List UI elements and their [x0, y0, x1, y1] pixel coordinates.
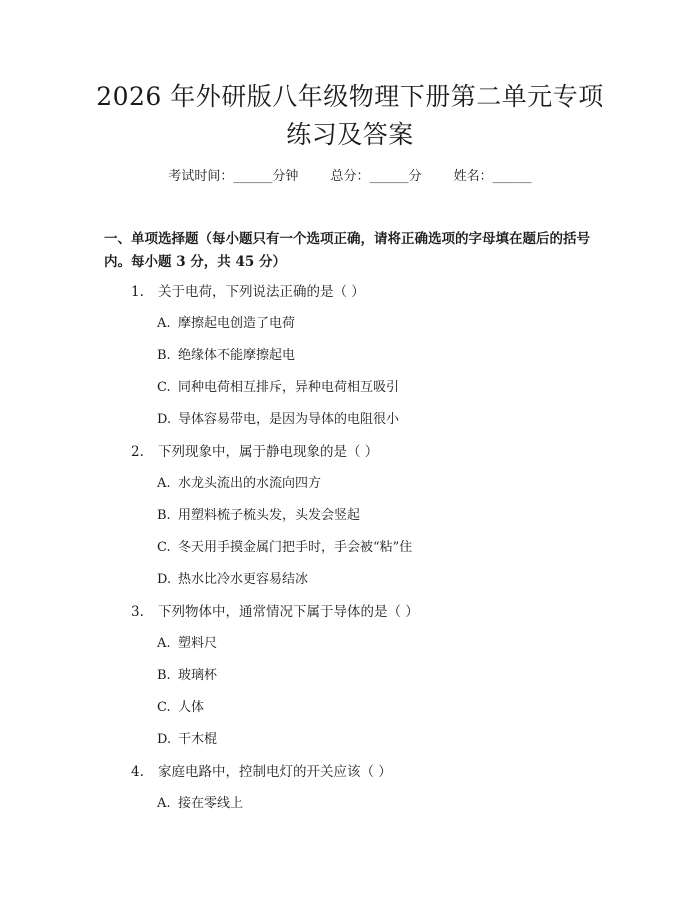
option-letter: B.: [157, 668, 171, 683]
student-name: 姓名：______: [453, 169, 532, 184]
question-text: 家庭电路中，控制电灯的开关应该（ ）: [158, 764, 392, 780]
question-number: 4.: [131, 764, 144, 780]
question-number: 3.: [131, 604, 144, 620]
option-4a: [157, 794, 243, 814]
option-text: 导体容易带电，是因为导体的电阻很小: [178, 412, 400, 427]
option-letter: B.: [157, 348, 171, 363]
option-1c: [157, 378, 399, 398]
option-2a: [157, 474, 321, 494]
option-letter: A.: [157, 636, 171, 651]
option-2d: [157, 570, 308, 590]
option-letter: B.: [157, 508, 171, 523]
option-letter: A.: [157, 476, 171, 491]
question-2: [131, 442, 378, 462]
question-4: [131, 762, 392, 782]
title-line-2: 练习及答案: [286, 120, 414, 149]
option-1b: [157, 346, 295, 366]
total-score: 总分：______分: [330, 169, 422, 184]
option-text: 绝缘体不能摩擦起电: [178, 348, 296, 363]
question-text: 关于电荷，下列说法正确的是（ ）: [158, 284, 365, 300]
exam-time: 考试时间：______分钟: [168, 169, 299, 184]
option-text: 水龙头流出的水流向四方: [178, 476, 322, 491]
option-3c: [157, 698, 204, 718]
section-heading: 一、单项选择题（每小题只有一个选项正确，请将正确选项的字母填在题后的括号内。每小题 3 分，共 45 分）: [104, 231, 590, 270]
question-1: [131, 282, 365, 302]
option-text: 热水比冷水更容易结冰: [178, 572, 309, 587]
question-number: 1.: [131, 284, 144, 300]
question-3: [131, 602, 419, 622]
option-letter: C.: [157, 380, 171, 395]
option-letter: A.: [157, 796, 171, 811]
option-3a: [157, 634, 217, 654]
option-1a: [157, 314, 295, 334]
option-text: 接在零线上: [178, 796, 244, 811]
option-2b: [157, 506, 360, 526]
option-text: 用塑料梳子梳头发，头发会竖起: [178, 508, 361, 523]
exam-info: [0, 167, 700, 187]
title-line-1: 2026 年外研版八年级物理下册第二单元专项: [96, 82, 604, 111]
question-number: 2.: [131, 444, 144, 460]
option-letter: C.: [157, 540, 171, 555]
question-text: 下列物体中，通常情况下属于导体的是（ ）: [158, 604, 419, 620]
option-letter: C.: [157, 700, 171, 715]
option-2c: [157, 538, 412, 558]
option-text: 冬天用手摸金属门把手时，手会被“粘”住: [178, 540, 413, 555]
option-text: 同种电荷相互排斥，异种电荷相互吸引: [178, 380, 400, 395]
option-text: 玻璃杯: [178, 668, 218, 683]
option-3b: [157, 666, 217, 686]
option-letter: A.: [157, 316, 171, 331]
option-letter: D.: [157, 412, 172, 427]
option-text: 摩擦起电创造了电荷: [178, 316, 296, 331]
option-text: 干木棍: [178, 732, 218, 747]
option-text: 塑料尺: [178, 636, 218, 651]
option-letter: D.: [157, 732, 172, 747]
page-title: [60, 78, 640, 154]
option-1d: [157, 410, 399, 430]
option-text: 人体: [178, 700, 205, 715]
option-3d: [157, 730, 217, 750]
question-text: 下列现象中，属于静电现象的是（ ）: [158, 444, 379, 460]
option-letter: D.: [157, 572, 172, 587]
